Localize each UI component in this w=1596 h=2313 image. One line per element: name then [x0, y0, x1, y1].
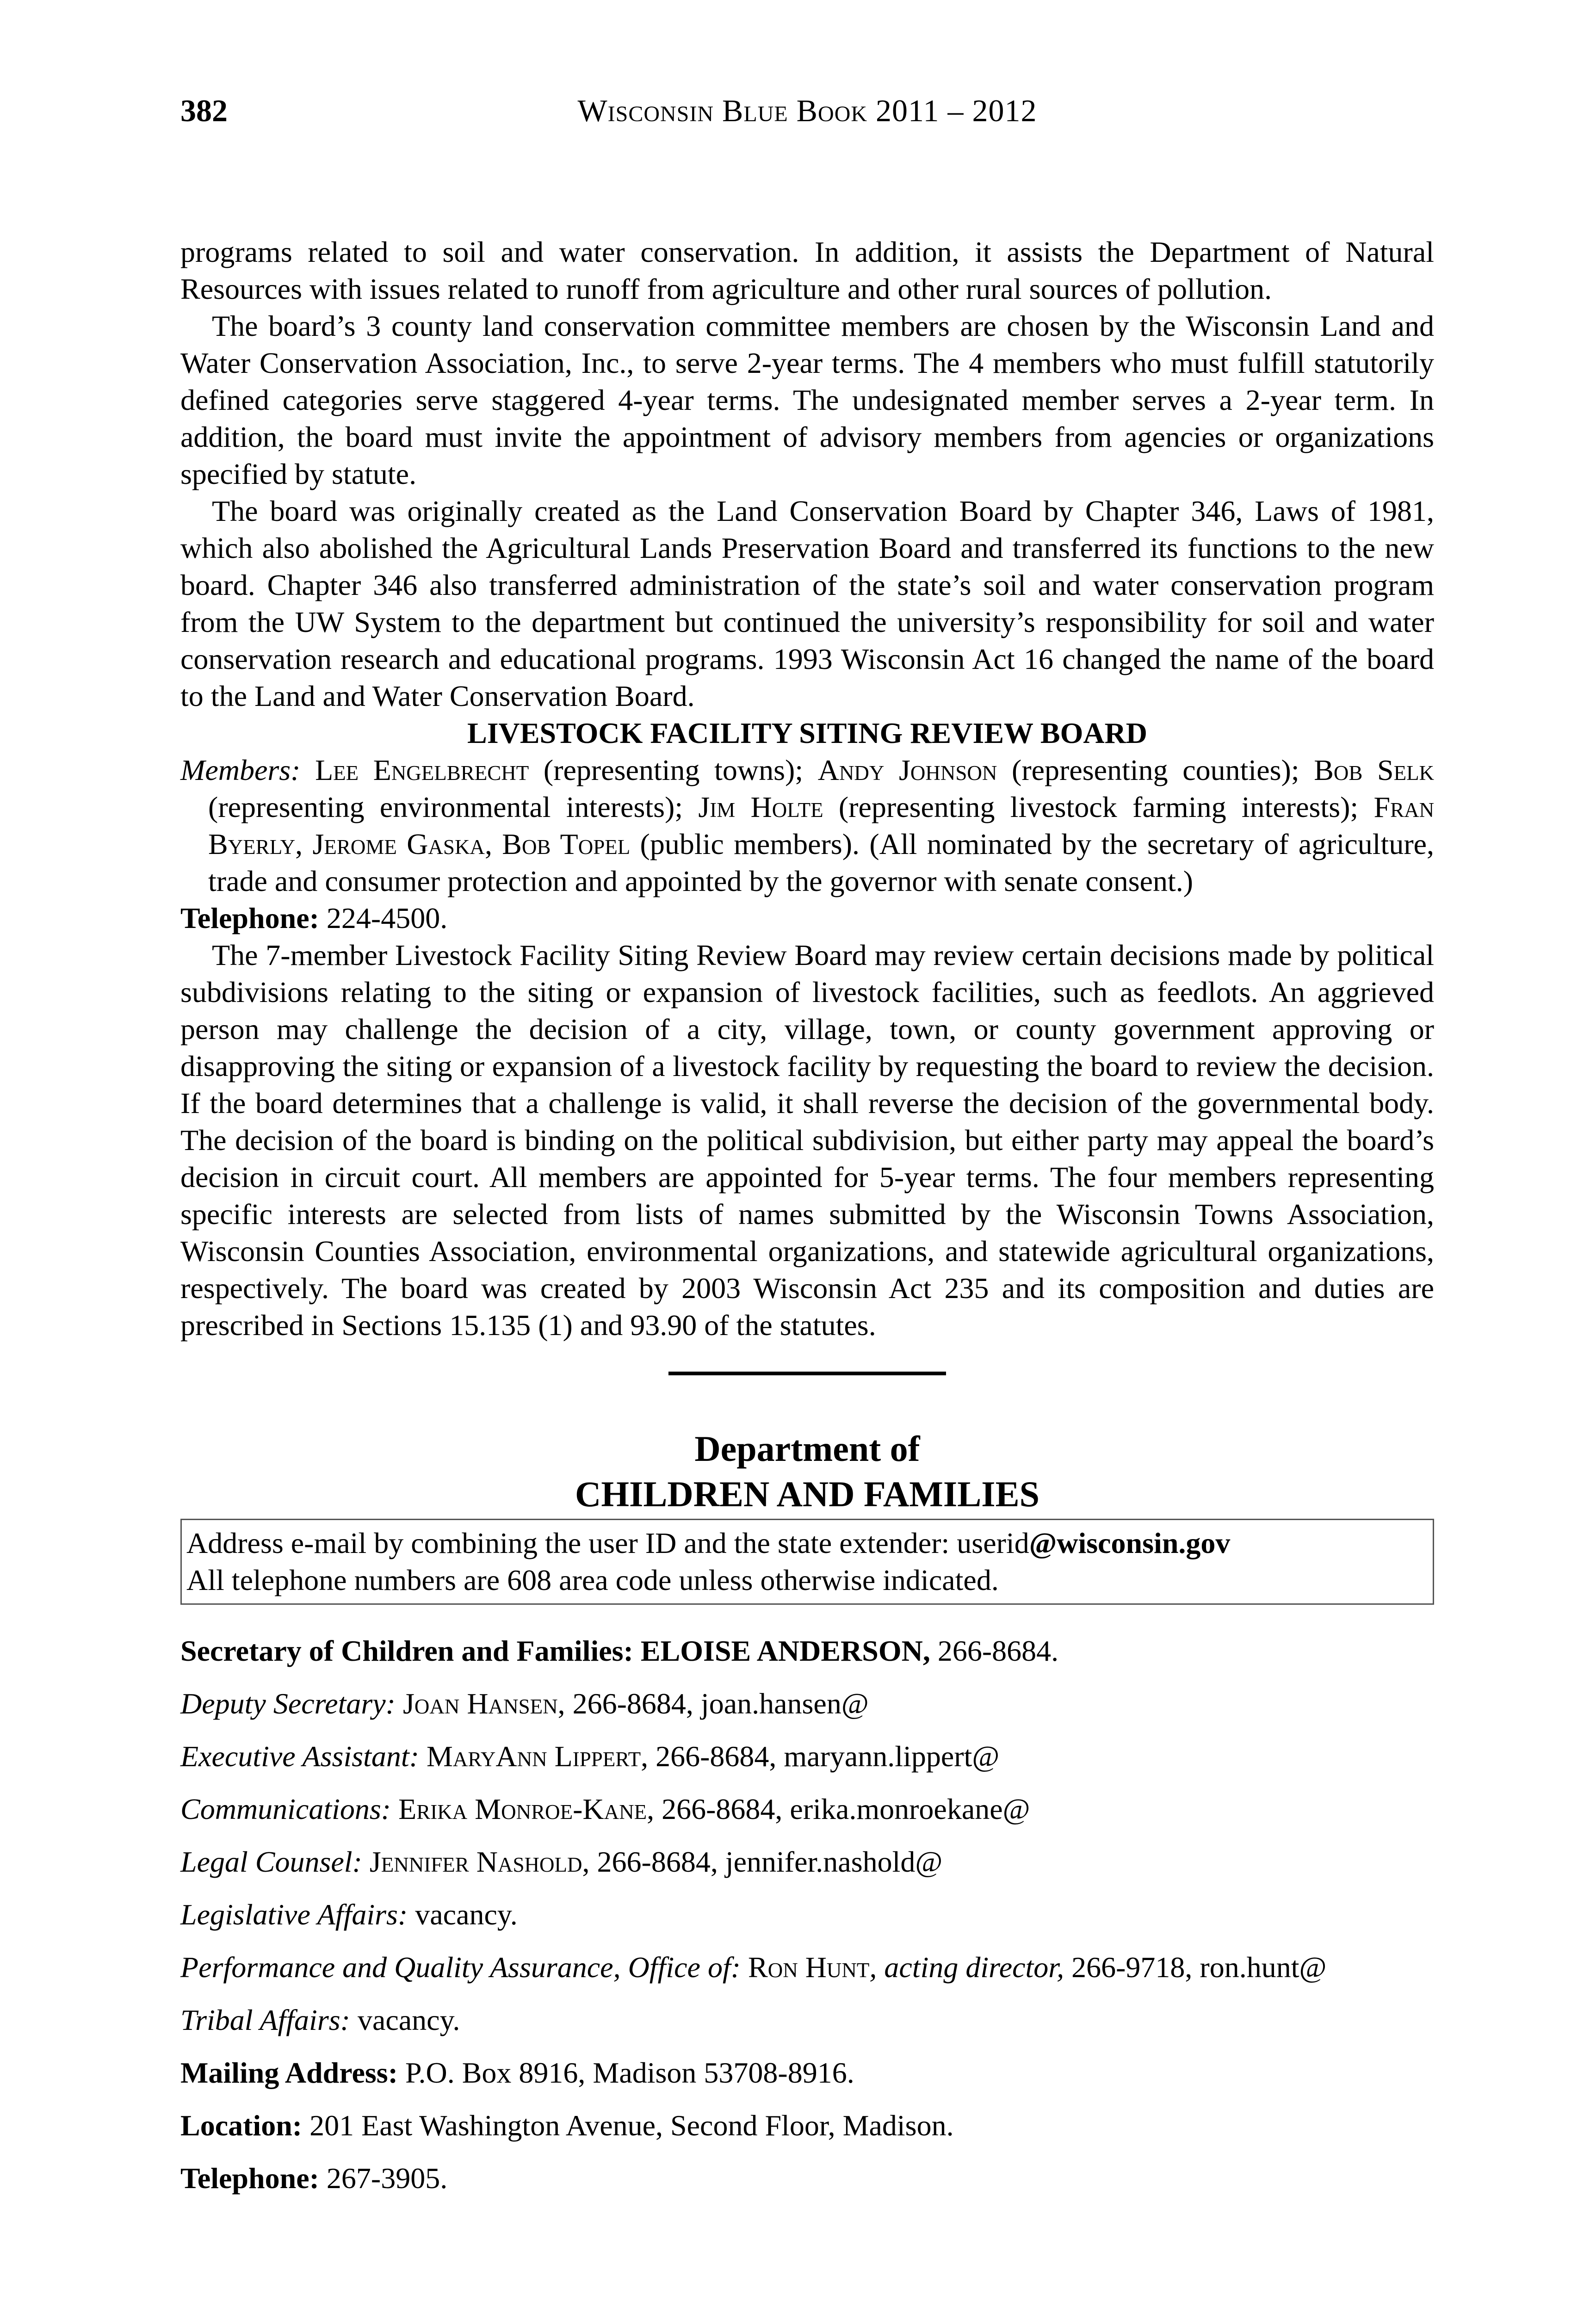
department-telephone-label: Telephone:	[180, 2162, 319, 2195]
livestock-board-heading: LIVESTOCK FACILITY SITING REVIEW BOARD	[467, 717, 1147, 749]
performance-name: Ron Hunt	[748, 1951, 870, 1984]
staff-name: Erika Monroe-Kane	[398, 1793, 647, 1825]
staff-detail: , 266-8684, erika.monroekane@	[647, 1793, 1030, 1825]
legislative-affairs-line	[180, 1896, 1434, 1933]
department-title-line-2: CHILDREN AND FAMILIES	[575, 1474, 1040, 1514]
staff-label: Executive Assistant:	[180, 1740, 419, 1773]
performance-office-line	[180, 1949, 1434, 1986]
secretary-label: Secretary of Children and Families: ELOISE ANDERSON,	[180, 1634, 930, 1667]
staff-name: Jennifer Nashold	[369, 1845, 582, 1878]
email-instructions	[186, 1525, 1428, 1562]
staff-label: Legal Counsel:	[180, 1845, 362, 1878]
intro-paragraph-1: programs related to soil and water conservation. In addition, it assists the Department of Natural Resources with issues related to runoff from agriculture and other rural sources of pollution.	[180, 235, 1434, 305]
intro-paragraph-2: The board’s 3 county land conservation committee members are chosen by the Wisconsin Land and Water Conservation Association, Inc., to serve 2-year terms. The 4 members who must fulfill statutorily defined categories serve staggered 4-year terms. The undesignated member serves a 2-year term. In addition, the board must invite the appointment of advisory members from agencies or organizations specified by statute.	[180, 309, 1434, 490]
member-name: Fran Byerly	[208, 791, 1435, 860]
running-title: Wisconsin Blue Book 2011 – 2012	[577, 93, 1037, 128]
telephone-value: 224-4500.	[326, 902, 448, 934]
staff-detail: , 266-8684, maryann.lippert@	[641, 1740, 1000, 1773]
department-title-line-1: Department of	[694, 1429, 920, 1469]
staff-legal-counsel	[180, 1843, 1434, 1880]
livestock-description: The 7-member Livestock Facility Siting Review Board may review certain decisions made by political subdivisions relating to the siting or expansion of livestock facilities, such as feedlots. An aggrieved person may challenge the decision of a city, village, town, or county government approving or disapproving the siting or expansion of a livestock facility by requesting the board to review the decision. If the board determines that a challenge is valid, it shall reverse the decision of the governmental body. The decision of the board is binding on the political subdivision, but either party may appeal the board’s decision in circuit court. All members are appointed for 5-year terms. The four members representing specific interests are selected from lists of names submitted by the Wisconsin Towns Association, Wisconsin Counties Association, environmental organizations, and statewide agricultural organizations, respectively. The board was created by 2003 Wisconsin Act 235 and its composition and duties are prescribed in Sections 15.135 (1) and 93.90 of the statutes.	[180, 939, 1434, 1342]
livestock-telephone	[180, 900, 1434, 937]
staff-detail: , 266-8684, jennifer.nashold@	[582, 1845, 943, 1878]
member-role: (representing towns);	[543, 754, 804, 786]
livestock-members: Members: Lee Engelbrecht (representing towns); Andy Johnson (representing counties); Bob Selk (representing environmental interests); Jim Holte (representing livestock farming interests); Fran Byerly, Jerome Gaska, Bob Topel (public members). (All nominated by the secretary of agriculture, trade and consumer protection and appointed by the governor with senate consent.)	[180, 754, 1435, 897]
staff-name: MaryAnn Lippert	[427, 1740, 641, 1773]
staff-label: Deputy Secretary:	[180, 1687, 396, 1720]
tribal-affairs-line	[180, 2002, 1434, 2039]
mailing-address-line	[180, 2054, 1434, 2091]
department-telephone-line	[180, 2160, 1434, 2197]
email-domain: @wisconsin.gov	[1029, 1527, 1231, 1559]
member-name: Jim Holte	[698, 791, 823, 823]
mailing-value: P.O. Box 8916, Madison 53708-8916.	[405, 2056, 854, 2089]
intro-paragraph-3: The board was originally created as the Land Conservation Board by Chapter 346, Laws of 1981, which also abolished the Agricultural Lands Preservation Board and transferred its functions to the new board. Chapter 346 also transferred administration of the state’s soil and water conservation program from the UW System to the department but continued the university’s responsibility for soil and water conservation research and educational programs. 1993 Wisconsin Act 16 changed the name of the board to the Land and Water Conservation Board.	[180, 495, 1434, 712]
area-code-note: All telephone numbers are 608 area code unless otherwise indicated.	[186, 1564, 999, 1596]
member-name: Lee Engelbrecht	[315, 754, 529, 786]
section-divider	[668, 1372, 946, 1375]
secretary-line	[180, 1633, 1434, 1670]
email-instructions-text: Address e-mail by combining the user ID and the state extender: userid	[186, 1527, 1029, 1559]
performance-title: , acting director,	[869, 1951, 1064, 1984]
staff-executive-assistant	[180, 1738, 1434, 1775]
staff-deputy-secretary	[180, 1685, 1434, 1722]
mailing-label: Mailing Address:	[180, 2056, 398, 2089]
secretary-phone: 266-8684.	[937, 1634, 1059, 1667]
member-name: Jerome Gaska	[312, 828, 485, 860]
location-label: Location:	[180, 2109, 303, 2142]
staff-detail: , 266-8684, joan.hansen@	[557, 1687, 869, 1720]
staff-label: Communications:	[180, 1793, 391, 1825]
member-role: (representing environmental interests);	[208, 791, 683, 823]
performance-label: Performance and Quality Assurance, Office of:	[180, 1951, 741, 1984]
department-telephone-value: 267-3905.	[326, 2162, 448, 2195]
members-note: (All nominated by the secretary of agriculture, trade and consumer protection and appointed by the governor with senate consent.)	[208, 828, 1435, 897]
member-name: Bob Topel	[502, 828, 631, 860]
member-role: (representing livestock farming interests);	[838, 791, 1359, 823]
tribal-value: vacancy.	[357, 2004, 460, 2036]
running-header	[180, 93, 1434, 139]
member-name: Andy Johnson	[817, 754, 997, 786]
member-role: (public members).	[640, 828, 860, 860]
legislative-label: Legislative Affairs:	[180, 1898, 408, 1931]
contact-info-box	[180, 1519, 1434, 1605]
members-label: Members:	[180, 754, 301, 786]
legislative-value: vacancy.	[415, 1898, 518, 1931]
member-name: Bob Selk	[1314, 754, 1435, 786]
telephone-label: Telephone:	[180, 902, 319, 934]
member-role: (representing counties);	[1012, 754, 1299, 786]
page-number: 382	[180, 93, 228, 128]
page-body	[180, 234, 1434, 2213]
location-line	[180, 2107, 1434, 2144]
location-value: 201 East Washington Avenue, Second Floor, Madison.	[309, 2109, 954, 2142]
staff-communications	[180, 1791, 1434, 1828]
staff-name: Joan Hansen	[402, 1687, 558, 1720]
tribal-label: Tribal Affairs:	[180, 2004, 350, 2036]
performance-detail: 266-9718, ron.hunt@	[1071, 1951, 1327, 1984]
